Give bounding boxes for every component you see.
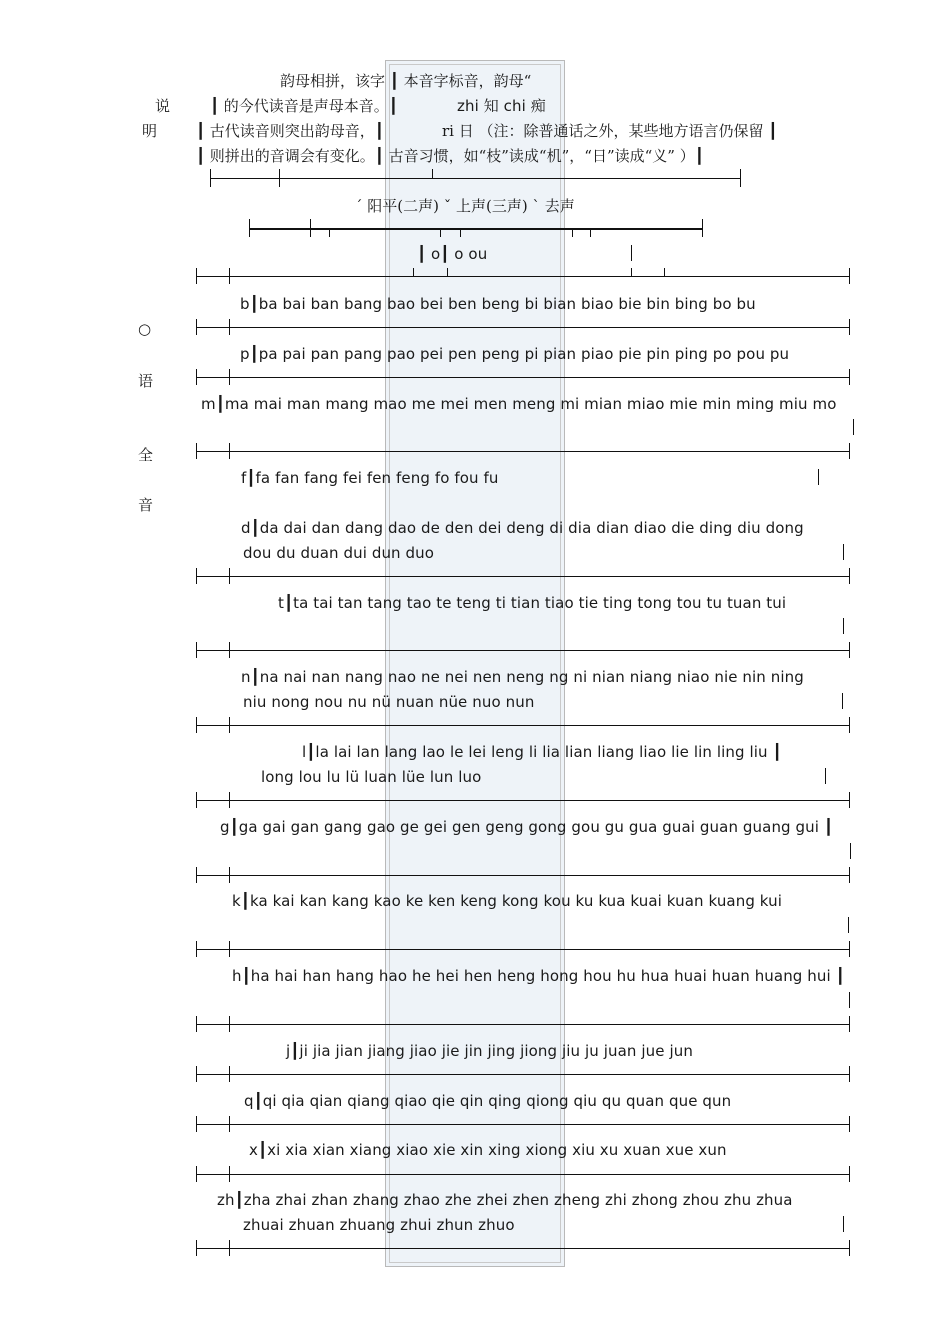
rule-end-tick [229,1066,230,1082]
row-rule [196,875,849,876]
rule-end-tick [229,867,230,883]
syllables: qi qia qian qiang qiao qie qin qing qiong qiu qu quan que qun [262,1092,732,1110]
rule-end-tick [229,717,230,733]
rule-end-tick [229,319,230,335]
syllables: ka kai kan kang kao ke ken keng kong kou ku kua kuai kuan kuang kui [249,892,783,910]
rule-end-tick [196,568,197,584]
syllable-row: m┃ma mai man mang mao me mei men meng mi mian miao mie min ming miu mo [201,395,837,413]
tick [849,992,850,1008]
syllable-row: zh┃zha zhai zhan zhang zhao zhe zhei zhen zheng zhi zhong zhou zhu zhua [217,1191,793,1209]
rule-end-tick [229,443,230,459]
initial: l [302,743,307,761]
rule-end-tick [849,867,850,883]
rule-end-tick [229,1016,230,1032]
explanation-line-4: ┃ 则拼出的音调会有变化。┃ 古音习惯，如“枝”读成“机”，“日”读成“义” ）┃ [196,147,704,165]
side-label-ming: 明 [142,122,158,140]
rule-end-tick [849,1066,850,1082]
row-rule [196,1248,849,1249]
syllable-row-cont: niu nong nou nu nü nuan nüe nuo nun [243,693,535,711]
rule-end-tick [196,1066,197,1082]
tick [210,169,211,187]
syllable-row: d┃da dai dan dang dao de den dei deng di dia dian diao die ding diu dong [241,519,804,537]
syllables: ha hai han hang hao he hei hen heng hong hou hu hua huai huan huang hui [250,967,831,985]
syllable-row-cont: zhuai zhuan zhuang zhui zhun zhuo [243,1216,515,1234]
rule-end-tick [849,792,850,808]
tick [848,917,849,933]
rule-end-tick [229,268,230,284]
syllables: la lai lan lang lao le lei leng li lia lian liang liao lie lin ling liu [315,743,768,761]
syllable-row: p┃pa pai pan pang pao pei pen peng pi pian piao pie pin ping po pou pu [240,345,790,363]
rule-end-tick [229,1240,230,1256]
rule-end-tick [229,792,230,808]
tick [843,544,844,560]
initial: t [278,594,284,612]
header-tick [413,268,414,276]
initial: d [241,519,251,537]
rule-end-tick [849,717,850,733]
tick [702,219,703,237]
rule-end-tick [196,369,197,385]
syllable-row: n┃na nai nan nang nao ne nei nen neng ng ni nian niang niao nie nin ning [241,668,804,686]
rule-end-tick [196,792,197,808]
initial: b [240,295,250,313]
row-rule [196,949,849,950]
tick [818,469,819,485]
syllable-row: j┃ji jia jian jiang jiao jie jin jing jiong jiu ju juan jue jun [286,1042,693,1060]
header-tick [631,268,632,276]
explanation-line-2a: ┃ 的今代读音是声母本音。┃ [210,97,398,115]
initial: f [241,469,247,487]
initial: m [201,395,216,413]
tick [249,219,250,237]
syllables: xi xia xian xiang xiao xie xin xing xiong xiu xu xuan xue xun [267,1141,727,1159]
rule-end-tick [849,568,850,584]
row-rule [196,1074,849,1075]
syllables: na nai nan nang nao ne nei nen neng ng ni nian niang niao nie nin ning [259,668,804,686]
explanation-line-3a: ┃ 古代读音则突出韵母音，┃ [196,122,384,140]
syllable-row: q┃qi qia qian qiang qiao qie qin qing qiong qiu qu quan que qun [244,1092,732,1110]
header-tick [447,268,448,276]
rule-end-tick [849,642,850,658]
row-rule [196,1174,849,1175]
rule-end-tick [196,1166,197,1182]
syllable-row: x┃xi xia xian xiang xiao xie xin xing xiong xiu xu xuan xue xun [249,1141,727,1159]
rule-end-tick [849,941,850,957]
syllable-row-cont: dou du duan dui dun duo [243,544,435,562]
rule-end-tick [849,443,850,459]
rule-end-tick [196,642,197,658]
syllables: da dai dan dang dao de den dei deng di dia dian diao die ding diu dong [259,519,804,537]
tick [310,219,311,237]
syllable-row: b┃ba bai ban bang bao bei ben beng bi bian biao bie bin bing bo bu [240,295,756,313]
tick [843,1216,844,1232]
tick [279,169,280,187]
rule-end-tick [196,268,197,284]
tick [825,768,826,784]
rule-end-tick [849,1240,850,1256]
tick [850,843,851,859]
initial: g [220,818,230,836]
rule-end-tick [849,369,850,385]
rule-end-tick [196,867,197,883]
tick [572,229,573,237]
tick [440,229,441,237]
rule-end-tick [229,642,230,658]
tick [460,229,461,237]
initial: zh [217,1191,235,1209]
rule-end-tick [196,717,197,733]
rule-end-tick [849,319,850,335]
syllable-row: h┃ha hai han hang hao he hei hen heng hong hou hu hua huai huan huang hui ┃ [232,967,845,985]
syllables: zha zhai zhan zhang zhao zhe zhei zhen zheng zhi zhong zhou zhu zhua [243,1191,793,1209]
rule-end-tick [229,568,230,584]
initial: j [286,1042,291,1060]
initial: x [249,1141,258,1159]
rule-end-tick [849,268,850,284]
syllables: ga gai gan gang gao ge gei gen geng gong gou gu gua guai guan guang gui [238,818,820,836]
row-rule [196,1024,849,1025]
section-label-quan: 全 [138,446,154,464]
syllables: ji jia jian jiang jiao jie jin jing jiong jiu ju juan jue jun [299,1042,693,1060]
tick [432,169,433,178]
initial: p [240,345,250,363]
row-rule [196,276,849,277]
row-rule [196,725,849,726]
rule-end-tick [196,319,197,335]
section-label-yin: 音 [138,496,154,514]
rule-explanation [210,178,740,179]
initial: h [232,967,242,985]
rule-end-tick [849,1016,850,1032]
initial: n [241,668,251,686]
syllables: pa pai pan pang pao pei pen peng pi pian piao pie pin ping po pou pu [258,345,790,363]
syllable-row: f┃fa fan fang fei fen feng fo fou fu [241,469,499,487]
row-rule [196,1124,849,1125]
rule-end-tick [196,443,197,459]
tick [631,245,632,261]
tick [329,229,330,237]
rule-tones [249,228,702,230]
rule-end-tick [849,1166,850,1182]
row-rule [196,800,849,801]
explanation-line-2b: zhi 知 chi 痴 [457,97,546,115]
row-rule [196,327,849,328]
header-tick [664,268,665,276]
tick [842,693,843,709]
syllables: ma mai man mang mao me mei men meng mi mian miao mie min ming miu mo [224,395,837,413]
syllable-row: t┃ta tai tan tang tao te teng ti tian tiao tie ting tong tou tu tuan tui [278,594,787,612]
rule-end-tick [196,1016,197,1032]
rule-end-tick [229,1116,230,1132]
side-label-shuo: 说 [155,97,171,115]
rule-end-tick [229,941,230,957]
tone-marks: ˊ 阳平(二声) ˇ 上声(三声) ˋ 去声 [355,197,575,215]
tick [853,419,854,435]
explanation-line-1: 韵母相拼，该字 ┃ 本音字标音，韵母“ [280,72,532,90]
syllables: fa fan fang fei fen feng fo fou fu [255,469,499,487]
rule-end-tick [229,369,230,385]
syllables: ba bai ban bang bao bei ben beng bi bian biao bie bin bing bo bu [258,295,756,313]
explanation-line-3b: ri 日 （注：除普通话之外，某些地方语言仍保留 ┃ [442,122,778,140]
highlight-column [385,60,565,1267]
tick [843,618,844,634]
row-rule [196,451,849,452]
syllables: ta tai tan tang tao te teng ti tian tiao tie ting tong tou tu tuan tui [293,594,787,612]
rule-end-tick [196,1116,197,1132]
syllable-row-cont: long lou lu lü luan lüe lun luo [261,768,482,786]
row-rule [196,650,849,651]
tick [740,169,741,187]
syllable-row: k┃ka kai kan kang kao ke ken keng kong kou ku kua kuai kuan kuang kui [232,892,783,910]
rule-end-tick [196,941,197,957]
header-finals: ┃ o┃ o ou [417,245,488,263]
row-rule [196,377,849,378]
circle-marker: ○ [138,320,152,338]
rule-end-tick [229,1166,230,1182]
syllable-row: l┃la lai lan lang lao le lei leng li lia lian liang liao lie lin ling liu ┃ [302,743,782,761]
rule-end-tick [849,1116,850,1132]
initial: k [232,892,241,910]
row-rule [196,576,849,577]
syllable-row: g┃ga gai gan gang gao ge gei gen geng gong gou gu gua guai guan guang gui ┃ [220,818,834,836]
tick [590,229,591,237]
rule-end-tick [196,1240,197,1256]
initial: q [244,1092,254,1110]
section-label-yu: 语 [138,372,154,390]
